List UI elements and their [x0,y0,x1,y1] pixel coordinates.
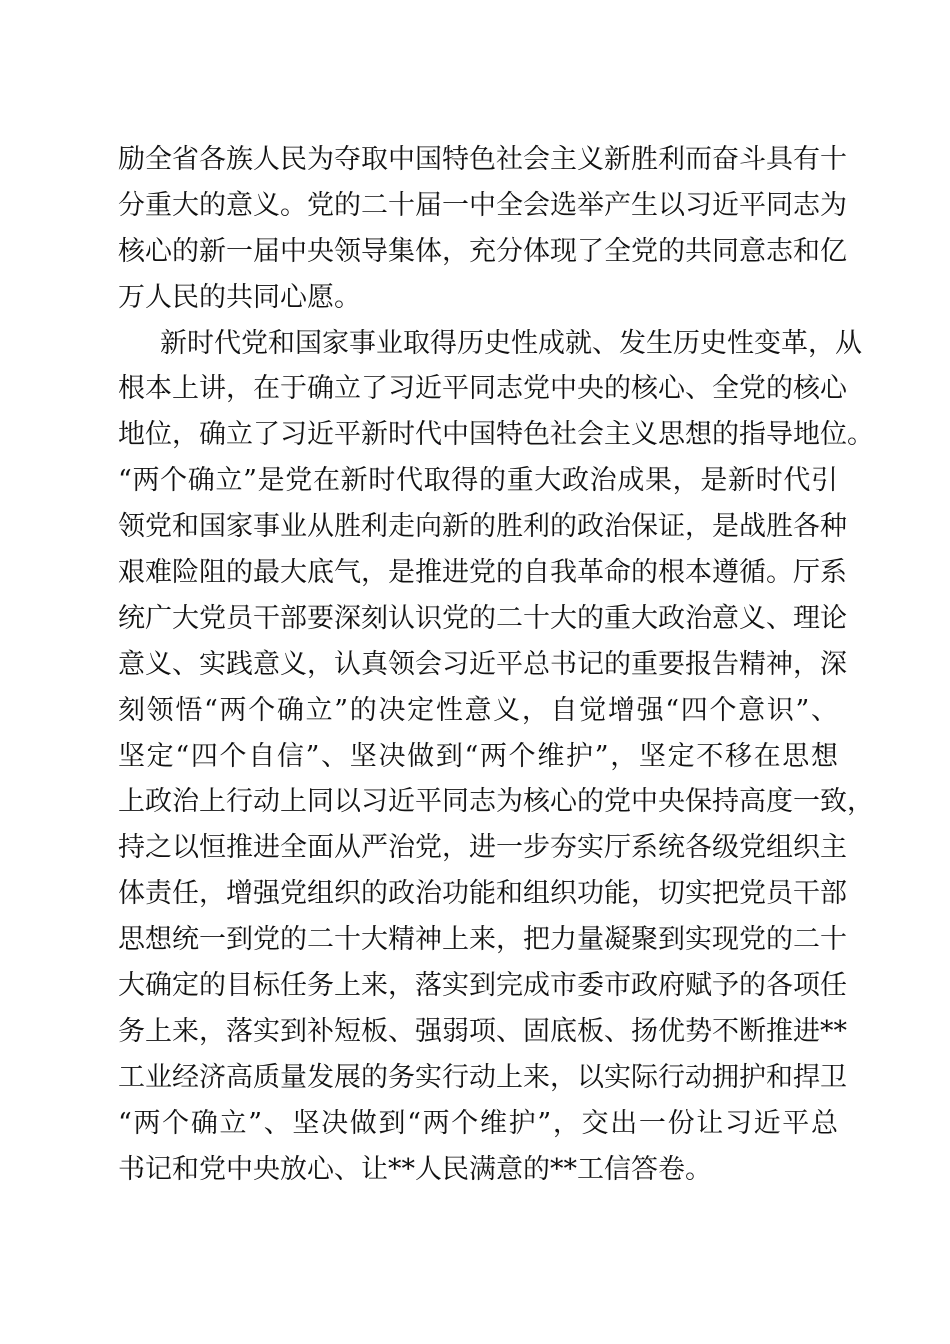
text-line: 新时代党和国家事业取得历史性成就、发生历史性变革，从 [160,327,862,359]
text-line: 务上来，落实到补短板、强弱项、固底板、扬优势不断推进** [118,1015,847,1047]
text-line: 意义、实践意义，认真领会习近平总书记的重要报告精神，深 [118,648,847,680]
text-line: 艰难险阻的最大底气，是推进党的自我革命的根本遵循。厅系 [118,557,847,589]
text-line: 刻领悟“两个确立”的决定性意义，自觉增强“四个意识”、 [118,694,838,726]
text-line: 万人民的共同心愿。 [118,281,361,313]
text-line: 核心的新一届中央领导集体，充分体现了全党的共同意志和亿 [118,235,847,267]
text-line: 持之以恒推进全面从严治党，进一步夯实厅系统各级党组织主 [118,832,847,864]
text-line: 根本上讲，在于确立了习近平同志党中央的核心、全党的核心 [118,373,847,405]
text-line: 书记和党中央放心、让**人民满意的**工信答卷。 [118,1153,712,1185]
text-line: “两个确立”、坚决做到“两个维护”，交出一份让习近平总 [118,1107,838,1139]
text-line: 分重大的意义。党的二十届一中全会选举产生以习近平同志为 [118,189,847,221]
text-line: 大确定的目标任务上来，落实到完成市委市政府赋予的各项任 [118,970,847,1002]
text-line: 体责任，增强党组织的政治功能和组织功能，切实把党员干部 [118,878,847,910]
text-line: “两个确立”是党在新时代取得的重大政治成果，是新时代引 [118,465,838,497]
text-line: 统广大党员干部要深刻认识党的二十大的重大政治意义、理论 [118,602,847,634]
text-line: 坚定“四个自信”、坚决做到“两个维护”，坚定不移在思想 [118,740,838,772]
paragraph-1 [118,137,847,321]
paragraph-2 [118,321,874,1193]
body-text [118,137,874,1192]
text-line: 思想统一到党的二十大精神上来，把力量凝聚到实现党的二十 [118,924,847,956]
text-line: 励全省各族人民为夺取中国特色社会主义新胜利而奋斗具有十 [118,144,847,175]
text-line: 上政治上行动上同以习近平同志为核心的党中央保持高度一致， [118,786,874,818]
text-line: 地位，确立了习近平新时代中国特色社会主义思想的指导地位。 [118,419,874,451]
text-line: 工业经济高质量发展的务实行动上来，以实际行动拥护和捍卫 [118,1061,847,1093]
text-line: 领党和国家事业从胜利走向新的胜利的政治保证，是战胜各种 [118,511,847,543]
